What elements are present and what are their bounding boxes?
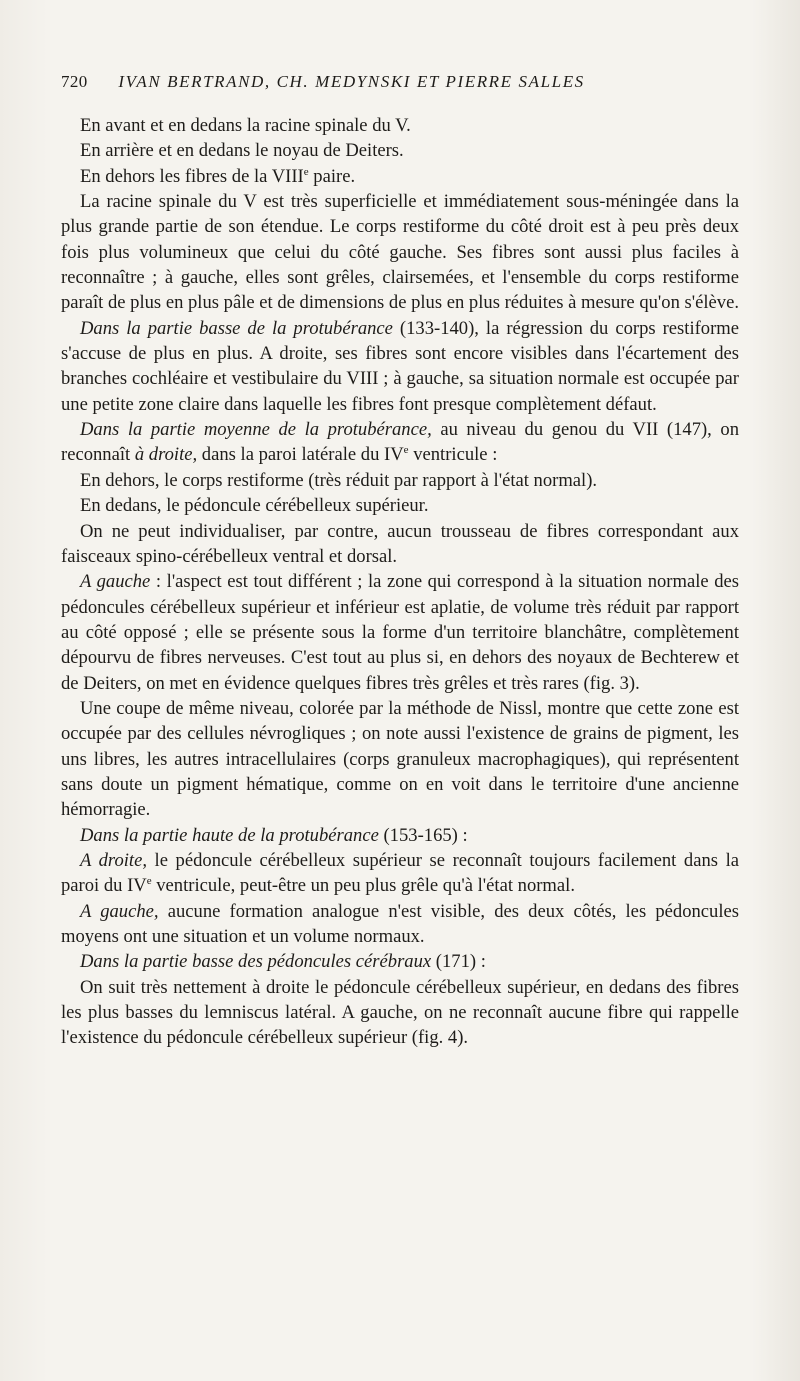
text-run: (171) :	[431, 951, 486, 973]
paragraph-4: La racine spinale du V est très superficielle et immédiatement sous-méningée dans la plus grande partie de son étendue. Le corps restiforme du côté droit est à peu près deux fois plus volumineux que celui du côté gauche. Ses fibres sont aussi plus faciles à reconnaître ; à gauche, elles sont grêles, clairsemées, et l'ensemble du corps restiforme paraît de plus en plus pâle et de dimensions de plus en plus réduites à mesure qu'on s'élève.	[61, 191, 739, 314]
superscript: e	[403, 444, 409, 457]
paragraph-8: En dedans, le pédoncule cérébelleux supérieur.	[80, 495, 429, 517]
text-run: aucune formation analogue n'est visible, des deux côtés, les pédoncules moyens ont une situation et un volume normaux.	[61, 900, 739, 947]
paragraph-11: Une coupe de même niveau, colorée par la méthode de Nissl, montre que cette zone est occupée par des cellules névrogliques ; on note aussi l'existence de grains de pigment, les uns libres, les autres intracellulaires (corps granuleux macrophagiques), qui représentent sans doute un pigment hématique, comme on en voit dans le territoire d'une ancienne hémorragie.	[61, 697, 739, 821]
text-run: dans la paroi latérale du IV	[197, 444, 404, 466]
paragraph-14	[61, 899, 739, 950]
paragraph-5	[61, 316, 739, 417]
paragraph-6	[61, 417, 739, 468]
text-run: : l'aspect est tout différent ; la zone qui correspond à la situation normale des pédoncules cérébelleux supérieur et inférieur est aplatie, de volume très réduit par rapport au côté opposé ; elle se présente sous la forme d'un territoire blanchâtre, complètement dépourvu de fibres nerveuses. C'est tout au plus si, en dehors des noyaux de Bechterew et de Deiters, on met en évidence quelques fibres très grêles et très rares (fig. 3).	[61, 571, 739, 694]
section-heading-italic: Dans la partie basse de la protubérance	[80, 317, 393, 339]
text-run: En dehors les fibres de la VIII	[80, 165, 304, 187]
paragraph-15	[61, 949, 739, 974]
paragraph-12	[61, 823, 739, 848]
paragraph-3	[61, 164, 739, 189]
text-run: ventricule :	[408, 444, 498, 466]
text-run: (133-140), la régression du corps restiforme s'accuse de plus en plus. A droite, ses fibres sont encore visibles dans l'écartement des branches cochléaire et vestibulaire du VIII ; à gauche, sa situation normale est occupée par une petite zone claire dans laquelle les fibres font presque complètement défaut.	[61, 317, 740, 415]
text-run: au niveau du genou du VII (147), on reconnaît	[61, 419, 739, 466]
body-text	[61, 113, 739, 1051]
text-run: (153-165) :	[378, 824, 468, 846]
section-heading-italic: Dans la partie moyenne de la protubérance,	[80, 419, 432, 441]
superscript: e	[303, 165, 309, 178]
paragraph-7: En dehors, le corps restiforme (très réduit par rapport à l'état normal).	[80, 469, 598, 491]
section-heading-italic: Dans la partie basse des pédoncules cérébraux	[80, 951, 432, 973]
page-number: 720	[61, 72, 88, 91]
running-title: IVAN BERTRAND, CH. MEDYNSKI ET PIERRE SALLES	[118, 72, 585, 91]
running-header	[61, 72, 741, 92]
text-run: paire.	[308, 165, 356, 187]
paragraph-9: On ne peut individualiser, par contre, aucun trousseau de fibres correspondant aux faisceaux spino-cérébelleux ventral et dorsal.	[61, 520, 739, 567]
paragraph-10	[61, 569, 739, 696]
text-run: le pédoncule cérébelleux supérieur se reconnaît toujours facilement dans la paroi du IV	[61, 849, 740, 897]
paragraph-2: En arrière et en dedans le noyau de Deiters.	[80, 140, 404, 162]
paragraph-16: On suit très nettement à droite le pédoncule cérébelleux supérieur, en dedans des fibres les plus basses du lemniscus latéral. A gauche, on ne reconnaît aucune fibre qui rappelle l'existence du pédoncule cérébelleux supérieur (fig. 4).	[61, 976, 739, 1049]
emphasis-italic: à droite,	[134, 444, 198, 466]
text-run: ventricule, peut-être un peu plus grêle qu'à l'état normal.	[151, 875, 575, 897]
paragraph-13	[61, 848, 739, 899]
paragraph-1: En avant et en dedans la racine spinale du V.	[80, 115, 411, 136]
emphasis-italic: A gauche,	[80, 900, 159, 922]
superscript: e	[146, 875, 152, 888]
emphasis-italic: A droite,	[80, 849, 147, 871]
emphasis-italic: A gauche	[80, 571, 151, 593]
section-heading-italic: Dans la partie haute de la protubérance	[80, 824, 379, 846]
